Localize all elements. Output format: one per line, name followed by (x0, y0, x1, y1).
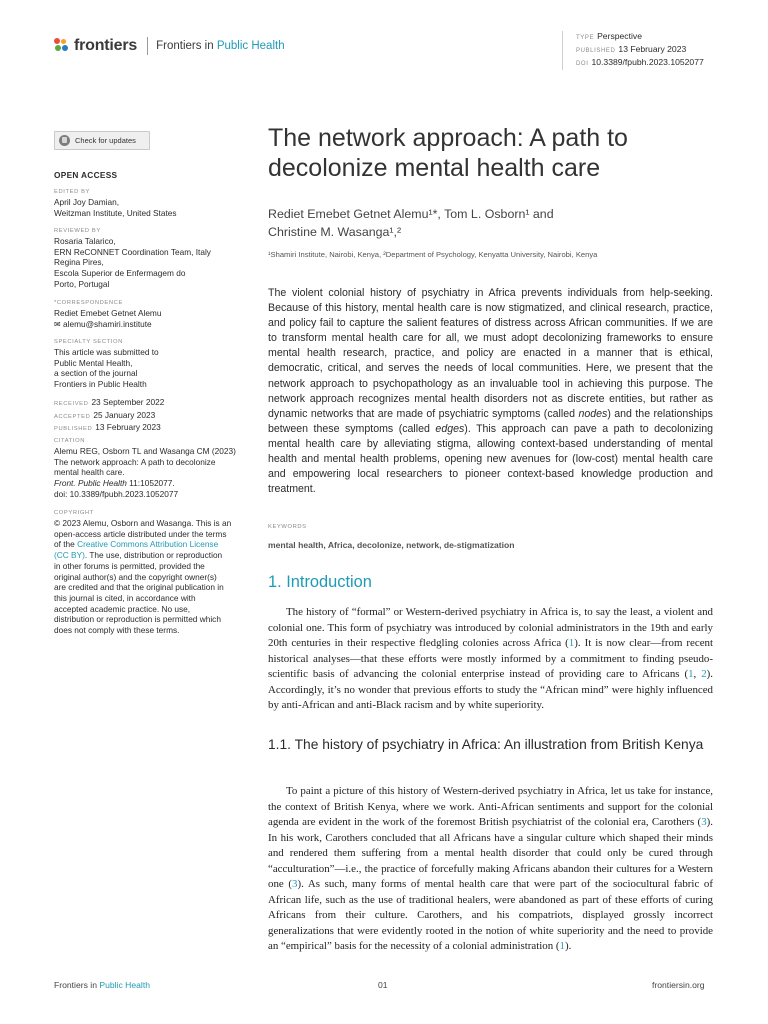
section-heading-introduction: 1. Introduction (268, 573, 372, 591)
subsection-heading-history: 1.1. The history of psychiatry in Africa: An illustration from British Kenya (268, 737, 704, 752)
reference-link[interactable]: 1 (568, 637, 575, 649)
frontiers-logo-icon (54, 38, 70, 54)
keywords-label: KEYWORDS (268, 524, 307, 530)
correspondence-block: *CORRESPONDENCE Rediet Emebet Getnet Alemu ✉ alemu@shamiri.institute (54, 298, 252, 330)
doi-link[interactable]: 10.3389/fpubh.2023.1052077 (591, 57, 704, 67)
kenya-paragraph: To paint a picture of this history of Western-derived psychiatry in Africa, let us take for instance, the context of British Kenya, where we work. Anti-African sentiments and support for the colonial agenda are evident in the work of the foremost British psychiatrist of the colonial era, Carothers (3). In his work, Carothers concluded that all Africans have a singular culture which shaped their minds and rendered them suffering from a mental health disorder that could only be cured through “acculturation”—i.e., the practice of forcefully making Africans abandon their cultures for a Western one (3). As such, many forms of mental health care that were part of the sociocultural fabric of African life, such as the use of traditional healers, were abandoned as part of these efforts of curing Africans from their culture. Carothers, and his compatriots, displayed grossly incorrect generalizations that were evidently rooted in the notion of white superiority and the need to provide an “empirical” basis for the necessity of a colonial administration (1). (268, 785, 713, 952)
mail-icon: ✉ (54, 319, 61, 329)
copyright-block: COPYRIGHT © 2023 Alemu, Osborn and Wasanga. This is an open-access article distributed under the terms of the Creative Commons Attribution License (CC BY). The use, distribution or reproduction in other forums is permitted, provided the original author(s) and the copyright owner(s) are credited and that the original publication in this journal is cited, in accordance with accepted academic practice. No use, distribution or reproduction is permitted which does not comply with these terms. (54, 510, 232, 636)
article-type: Perspective (597, 31, 642, 41)
footer-journal: Frontiers in Public Health (54, 980, 151, 990)
cc-by-link[interactable]: (CC BY) (54, 550, 85, 561)
reference-link[interactable]: 1 (688, 668, 694, 680)
published-date: 13 February 2023 (618, 44, 687, 54)
reference-link[interactable]: 3 (292, 878, 298, 890)
correspondence-email[interactable]: ✉ alemu@shamiri.institute (54, 318, 152, 329)
intro-paragraph: The history of “formal” or Western-derived psychiatry in Africa is, to say the least, a violent and colonial one. This form of psychiatry was introduced by colonial administrators in the 19th and early 20th centuries in their respective fledgling colonies across Africa (1). It is now clear—from recent historical analyses—that these efforts were mostly informed by a commitment to finding pseudo-scientific basis of advancing the colonial enterprise instead of providing care to Africans (1, 2). Accordingly, it’s no wonder that previous efforts to study the “African mind” were highly influenced by anti-African and anti-Black racism and by white superiority. (268, 606, 713, 711)
specialty-section-block: SPECIALTY SECTION This article was submitted to Public Mental Health, a section of the journal Frontiers in Public Health (54, 339, 159, 390)
reference-link[interactable]: 2 (701, 668, 707, 680)
author-list: Rediet Emebet Getnet Alemu¹*, Tom L. Osborn¹ and Christine M. Wasanga¹,² (268, 207, 554, 239)
footer-site-link[interactable]: frontiersin.org (652, 980, 705, 990)
reference-link[interactable]: 1 (559, 940, 565, 952)
reviewed-by-block: REVIEWED BY Rosaria Talarico, ERN ReCONNET Coordination Team, Italy Regina Pires, Escola Superior de Enfermagem do Porto, Portugal (54, 228, 211, 289)
journal-title: Frontiers in Public Health (156, 40, 285, 52)
header-divider (147, 37, 148, 55)
updates-icon (59, 135, 70, 146)
edited-by-block: EDITED BY April Joy Damian, Weitzman Institute, United States (54, 189, 177, 218)
abstract: The violent colonial history of psychiatry in Africa prevents individuals from help-seeking. Because of this history, mental health care is now stigmatized, and clinical research, practice, and policy fail to capture the salient features of distress across African communities. If we are to transform mental health care for all, we must adopt decolonizing frameworks to ensure mental health research, practice, and policy are enacted in a manner that is ethical, democratic, critical, and serves the needs of local communities. Here, we present that the network approach to psychopathology as an invaluable tool in achieving this purpose. The network approach recognizes mental health disorders not as discrete entities, but rather as dynamic networks that are made of psychiatric symptoms (called nodes) and the relationships between these symptoms (called edges). This approach can pave a path to decolonizing mental health care by alleviating stigma, allowing context-based understanding of mental health and mental health problems, opening new avenues for (low-cost) mental health care and empowering local researchers to pioneer context-based knowledge production and treatment. (268, 287, 714, 496)
logo-text: frontiers (74, 37, 138, 54)
correspondence-name: Rediet Emebet Getnet Alemu (54, 308, 162, 318)
article-title: The network approach: A path to decolonize mental health care (268, 124, 628, 182)
citation-block: CITATION Alemu REG, Osborn TL and Wasanga CM (2023) The network approach: A path to decolonize mental health care. Front. Public Health 11:1052077. doi: 10.3389/fpubh.2023.1052077 (54, 438, 236, 499)
article-meta: TYPE Perspective PUBLISHED 13 February 2023 DOI 10.3389/fpubh.2023.1052077 (562, 31, 704, 70)
check-for-updates-button[interactable]: Check for updates (54, 131, 150, 150)
dates-block: RECEIVED 23 September 2022 ACCEPTED 25 January 2023 PUBLISHED 13 February 2023 (54, 397, 165, 433)
page-number: 01 (378, 980, 388, 990)
reference-link[interactable]: 3 (701, 816, 707, 828)
affiliations: ¹Shamiri Institute, Nairobi, Kenya, ²Department of Psychology, Kenyatta University, Nairobi, Kenya (268, 250, 598, 259)
frontiers-logo[interactable] (54, 36, 285, 56)
cc-license-link[interactable]: Creative Commons Attribution License (77, 539, 219, 550)
keywords: mental health, Africa, decolonize, network, de-stigmatization (268, 540, 515, 550)
open-access-label: OPEN ACCESS (54, 170, 118, 180)
